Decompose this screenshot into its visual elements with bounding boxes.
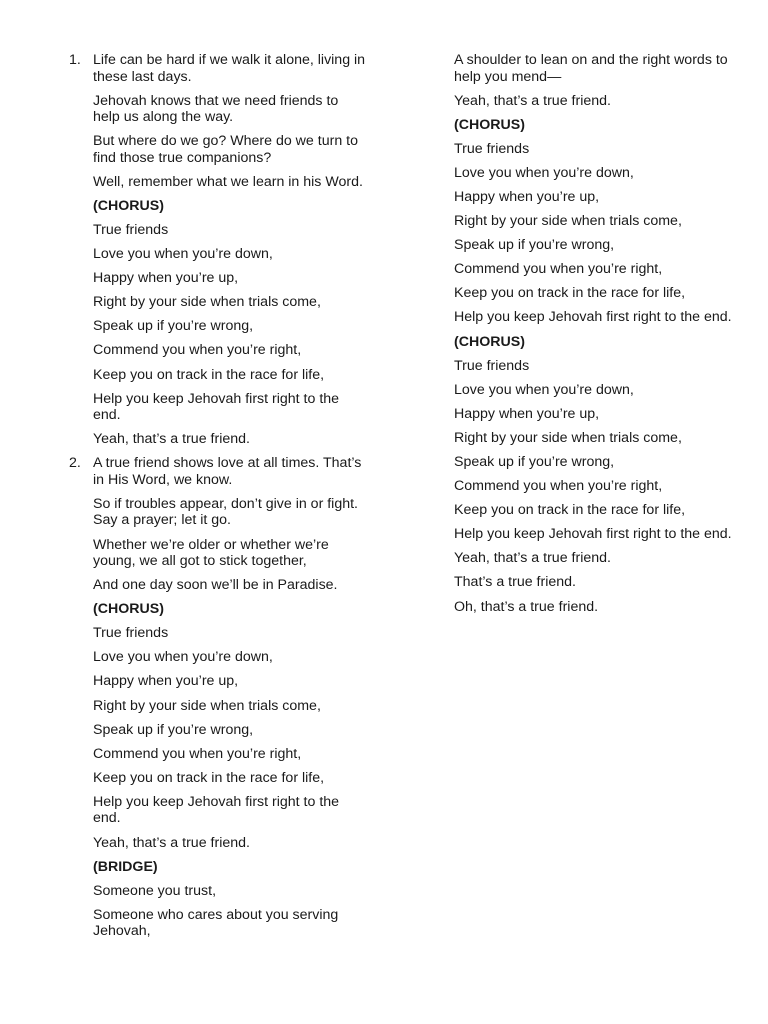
lyric-line: Speak up if you’re wrong, — [454, 237, 615, 254]
lyric-line: Happy when you’re up, — [93, 673, 239, 690]
chorus-heading: (CHORUS) — [93, 197, 164, 214]
verse-number: 1. — [69, 52, 81, 68]
lyric-line: Help you keep Jehovah first right to the end. — [454, 526, 732, 543]
lyric-line: True friends — [93, 625, 169, 642]
lyric-line: Commend you when you’re right, — [454, 478, 663, 495]
right-column — [454, 52, 744, 623]
lyric-line: Yeah, that’s a true friend. — [454, 550, 611, 567]
lyric-line: So if troubles appear, don’t give in or fight. Say a prayer; let it go. — [93, 495, 358, 529]
lyric-line: Right by your side when trials come, — [454, 213, 682, 230]
lyric-line: A shoulder to lean on and the right words to help you mend— — [454, 52, 728, 85]
lyric-line: Right by your side when trials come, — [454, 429, 682, 446]
lyric-line: But where do we go? Where do we turn to find those true companions? — [93, 133, 358, 166]
lyric-line: Life can be hard if we walk it alone, living in these last days. — [93, 52, 366, 85]
lyric-line: Love you when you’re down, — [93, 649, 273, 666]
lyric-line: Right by your side when trials come, — [93, 697, 321, 714]
lyric-line: Someone who cares about you serving Jehovah, — [93, 906, 339, 940]
lyric-line: Happy when you’re up, — [93, 270, 239, 287]
lyric-line: Keep you on track in the race for life, — [93, 366, 325, 383]
lyric-line: Commend you when you’re right, — [454, 261, 663, 278]
verse-number: 2. — [69, 455, 81, 472]
lyric-line: Happy when you’re up, — [454, 405, 600, 422]
lyric-line: Help you keep Jehovah first right to the end. — [93, 390, 340, 424]
lyric-line: Keep you on track in the race for life, — [454, 502, 686, 519]
lyric-line: Happy when you’re up, — [454, 188, 600, 205]
lyric-line: And one day soon we’ll be in Paradise. — [93, 577, 338, 594]
lyric-line: Well, remember what we learn in his Word. — [93, 173, 363, 190]
lyric-line: Keep you on track in the race for life, — [93, 769, 325, 786]
verse-2 — [69, 455, 369, 940]
chorus-heading: (CHORUS) — [454, 333, 525, 350]
lyric-line: Someone you trust, — [93, 882, 217, 899]
lyric-line: Love you when you’re down, — [454, 381, 634, 398]
lyric-line: Yeah, that’s a true friend. — [93, 834, 250, 851]
lyric-line: Speak up if you’re wrong, — [93, 721, 254, 738]
lyric-line: True friends — [93, 221, 169, 238]
lyric-line: Commend you when you’re right, — [93, 342, 302, 359]
lyric-line: True friends — [454, 357, 530, 374]
lyric-line: Yeah, that’s a true friend. — [93, 431, 250, 448]
lyric-line: Speak up if you’re wrong, — [93, 318, 254, 335]
lyric-line: Jehovah knows that we need friends to help us along the way. — [93, 92, 339, 126]
lyric-line: Commend you when you’re right, — [93, 745, 302, 762]
lyric-line: That’s a true friend. — [454, 574, 576, 591]
lyric-line: Help you keep Jehovah first right to the end. — [93, 793, 340, 827]
lyric-line: Yeah, that’s a true friend. — [454, 92, 611, 109]
lyric-line: True friends — [454, 140, 530, 157]
lyric-line: Keep you on track in the race for life, — [454, 285, 686, 302]
left-column — [69, 52, 369, 947]
lyric-line: Love you when you’re down, — [93, 246, 273, 263]
lyric-line: Whether we’re older or whether we’re young, we all got to stick together, — [93, 536, 329, 569]
lyric-line: Speak up if you’re wrong, — [454, 454, 615, 470]
lyric-line: Oh, that’s a true friend. — [454, 598, 599, 615]
lyric-line: A true friend shows love at all times. That’s in His Word, we know. — [93, 455, 362, 488]
verse-1 — [69, 52, 369, 448]
lyric-line: Help you keep Jehovah first right to the end. — [454, 309, 732, 326]
chorus-heading: (CHORUS) — [93, 601, 164, 618]
bridge-heading: (BRIDGE) — [93, 858, 158, 875]
lyric-line: Right by your side when trials come, — [93, 294, 321, 311]
chorus-heading: (CHORUS) — [454, 116, 525, 133]
lyric-line: Love you when you’re down, — [454, 164, 634, 181]
